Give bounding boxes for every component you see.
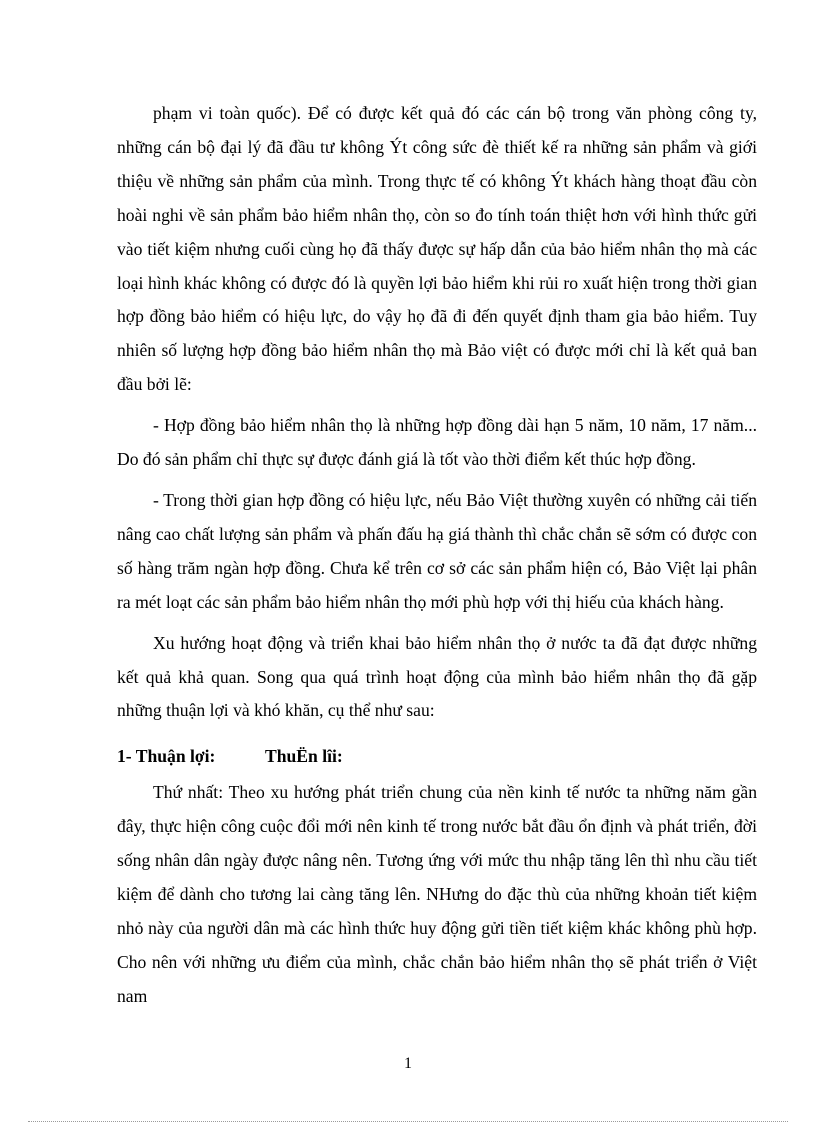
page-number: 1: [404, 1055, 412, 1072]
body-paragraph: Xu hướng hoạt động và triển khai bảo hiểm nhân thọ ở nước ta đã đạt được những kết quả khả quan. Song qua quá trình hoạt động của mình bảo hiểm nhân thọ đã gặp những thuận lợi và khó khăn, cụ thể như sau:: [117, 632, 757, 721]
bullet-paragraph: - Hợp đồng bảo hiểm nhân thọ là những hợp đồng dài hạn 5 năm, 10 năm, 17 năm... Do đó sản phẩm chỉ thực sự được đánh giá là tốt vào thời điểm kết thúc hợp đồng.: [117, 415, 757, 470]
footer-divider: [28, 1121, 788, 1122]
body-paragraph: Thứ nhất: Theo xu hướng phát triển chung của nền kinh tế nước ta những năm gần đây, thực hiện công cuộc đổi mới nên kinh tế trong nước bắt đầu ổn định và phát triển, đời sống nhân dân ngày được nâng nên. Tương ứng với mức thu nhập tăng lên thì nhu cầu tiết kiệm để dành cho tương lai càng tăng lên. NHưng do đặc thù của những khoản tiết kiệm nhỏ này của người dân mà các hình thức huy động gửi tiền tiết kiệm khác không phù hợp. Cho nên với những ưu điểm của mình, chắc chắn bảo hiểm nhân thọ sẽ phát triển ở Việt nam: [117, 782, 757, 1006]
page-body: [117, 97, 757, 1021]
section-heading: [117, 740, 757, 774]
body-paragraph: phạm vi toàn quốc). Để có được kết quả đó các cán bộ trong văn phòng công ty, những cán bộ đại lý đã đầu tư không Ýt công sức đè thiết kế ra những sản phẩm và giới thiệu về những sản phẩm của mình. Trong thực tế có không Ýt khách hàng thoạt đầu còn hoài nghi về sản phẩm bảo hiểm nhân thọ, còn so đo tính toán thiệt hơn với hình thức gửi vào tiết kiệm nhưng cuối cùng họ đã thấy được sự hấp dẫn của bảo hiểm nhân thọ mà các loại hình khác không có được đó là quyền lợi bảo hiểm khi rủi ro xuất hiện trong thời gian hợp đồng bảo hiểm có hiệu lực, do vậy họ đã đi đến quyết định tham gia bảo hiểm. Tuy nhiên số lượng hợp đồng bảo hiểm nhân thọ mà Bảo việt có được mới chỉ là kết quả ban đầu bởi lẽ:: [117, 103, 757, 395]
section-heading-number: 1- Thuận lợi:: [117, 746, 216, 767]
section-heading-garbled: ThuËn lîi:: [265, 746, 343, 767]
bullet-paragraph: - Trong thời gian hợp đồng có hiệu lực, nếu Bảo Việt thường xuyên có những cải tiến nâng cao chất lượng sản phẩm và phấn đấu hạ giá thành thì chắc chắn sẽ sớm có được con số hàng trăm ngàn hợp đồng. Chưa kể trên cơ sở các sản phẩm hiện có, Bảo Việt lại phân ra mét loạt các sản phẩm bảo hiểm nhân thọ mới phù hợp với thị hiếu của khách hàng.: [117, 489, 757, 612]
